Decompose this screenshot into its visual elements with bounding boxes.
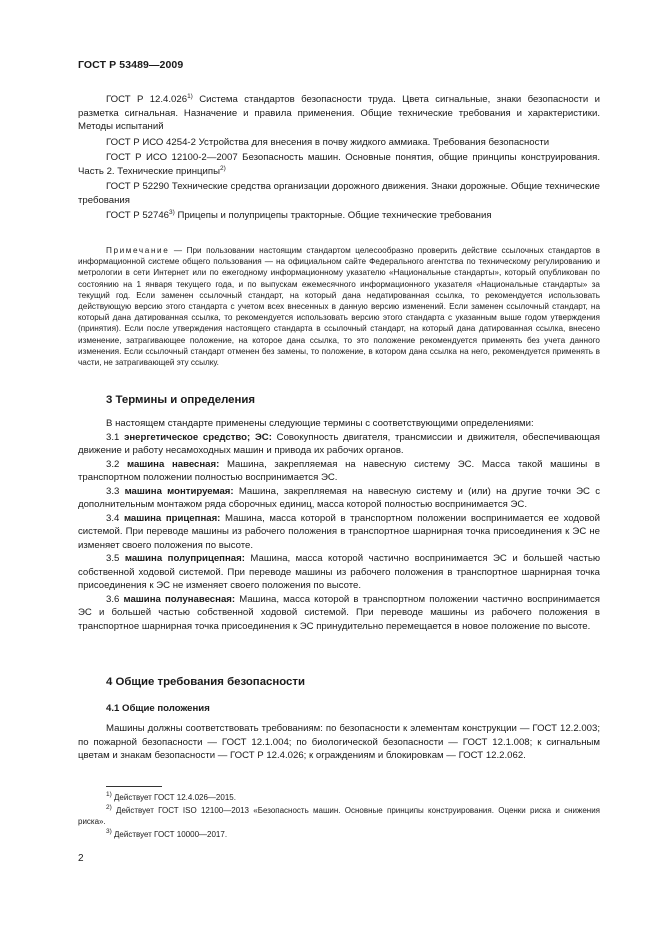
reference-item: ГОСТ Р 12.4.026$^{1)}$ Система стандартов безопасности труда. Цвета сигнальные, знаки безопасности и разметка сигнальная. Назначение и правила применения. Общие технические требования и характеристики. Методы испытаний (78, 93, 600, 132)
footnote-item: $^{3)}$ Действует ГОСТ 10000—2017. (106, 828, 228, 839)
section-4-1-body (78, 722, 600, 763)
term-definition: 3.1 энергетическое средство; ЭС: Совокупность двигателя, трансмиссии и движителя, обеспечивающая движение и работу несамоходных машин и привода их рабочих органов. (78, 431, 600, 456)
reference-item: ГОСТ Р 52290 Технические средства организации дорожного движения. Знаки дорожные. Общие технические требования (78, 181, 600, 206)
section-4-title: 4 Общие требования безопасности (106, 676, 305, 688)
footnote-separator (106, 786, 162, 787)
note-block (78, 245, 600, 368)
page-header-doc-id: ГОСТ Р 53489—2009 (78, 59, 184, 71)
section-3-body (78, 417, 600, 633)
section-3 (78, 394, 600, 406)
reference-item: ГОСТ Р ИСО 4254-2 Устройства для внесения в почву жидкого аммиака. Требования безопасности (106, 136, 550, 148)
reference-item: ГОСТ Р ИСО 12100-2—2007 Безопасность машин. Основные понятия, общие принципы конструирования. Часть 2. Технические принципы$^{2)}$ (78, 152, 601, 177)
footnotes (78, 792, 600, 840)
term-definition: 3.6 машина полунавесная: Машина, масса которой в транспортном положении частично воспринимается ЭС и большей частью собственной ходовой системой. При переводе машины из рабочего положения в транспортное шарнирная точка присоединения к ЭС принудительно перемещается в новое положение по высоте. (78, 593, 600, 632)
reference-item: ГОСТ Р 52746$^{3)}$ Прицепы и полуприцепы тракторные. Общие технические требования (106, 209, 492, 221)
note-label: Примечание (106, 246, 170, 255)
section-4-1-paragraph: Машины должны соответствовать требованиям: по безопасности к элементам конструкции — ГОСТ 12.2.003; по пожарной безопасности — ГОСТ 12.1.004; по биологической безопасности — ГОСТ 12.1.008; к сигнальным цветам и знакам безопасности — ГОСТ Р 12.4.026; к ограждениям и блокировкам — ГОСТ 12.2.062. (78, 723, 600, 761)
normative-references (78, 93, 600, 225)
note-paragraph: Примечание — При пользовании настоящим стандартом целесообразно проверить действие ссылочных стандартов в информационной системе общего пользования — на официальном сайте Федерального агентства по техническому регулированию и метрологии в сети Интернет или по ежегодному информационному указателю «Национальные стандарты», который опубликован по состоянию на 1 января текущего года, и по выпускам ежемесячного информационного указателя «Национальные стандарты» за текущий год. Если заменен ссылочный стандарт, на который дана недатированная ссылка, то рекомендуется использовать действующую версию этого стандарта с учетом всех внесенных в данную версию изменений. Если заменен ссылочный стандарт, на который дана датированная ссылка, то рекомендуется использовать версию этого стандарта с указанным выше годом утверждения (принятия). Если после утверждения настоящего стандарта в ссылочный стандарт, на который дана датированная ссылка, внесено изменение, затрагивающее положение, на которое дана ссылка, то это положение рекомендуется применять без учета данного изменения. Если ссылочный стандарт отменен без замены, то положение, в котором дана ссылка на него, рекомендуется применять в части, не затрагивающей эту ссылку. (78, 246, 600, 368)
section-4 (78, 676, 600, 688)
page-number: 2 (78, 853, 84, 864)
term-definition: 3.2 машина навесная: Машина, закрепляемая на навесную систему ЭС. Масса такой машины в транспортном положении полностью воспринимается ЭС. (78, 458, 600, 483)
subsection-4-1-title: 4.1 Общие положения (106, 703, 210, 714)
term-definition: 3.5 машина полуприцепная: Машина, масса которой частично воспринимается ЭС и большей частью собственной ходовой системой. При переводе машины из рабочего положения в транспортное шарнирная точка присоединения к ЭС не изменяет своего положения по высоте. (78, 553, 601, 591)
section-3-intro: В настоящем стандарте применены следующие термины с соответствующими определениями: (106, 418, 534, 429)
term-definition: 3.4 машина прицепная: Машина, масса которой в транспортном положении воспринимается ее ходовой системой. При переводе машины из рабочего положения в транспортное шарнирная точка присоединения к ЭС не изменяет своего положения по высоте. (78, 512, 600, 551)
term-definition: 3.3 машина монтируемая: Машина, закрепляемая на навесную систему и (или) на другие точки ЭС с дополнительным монтажом ряда сборочных единиц, масса которой полностью воспринимается ЭС. (78, 485, 601, 510)
footnote-item: $^{1)}$ Действует ГОСТ 12.4.026—2015. (106, 791, 236, 802)
section-4-1 (78, 703, 600, 714)
footnote-item: $^{2)}$ Действует ГОСТ ISO 12100—2013 «Безопасность машин. Основные принципы конструирования. Оценки риска и снижения риска». (78, 804, 600, 826)
section-3-title: 3 Термины и определения (106, 394, 256, 406)
